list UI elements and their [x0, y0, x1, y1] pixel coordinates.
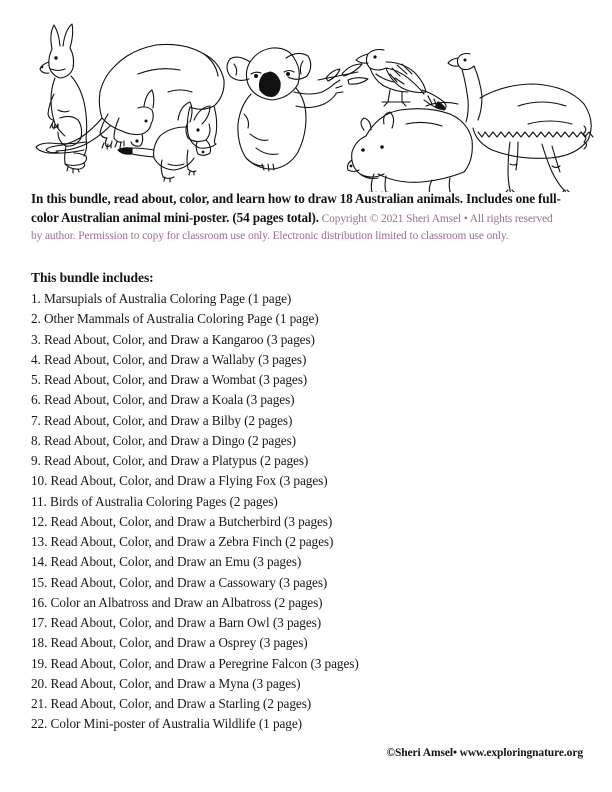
- list-item: 22. Color Mini-poster of Australia Wildlife (1 page): [31, 716, 302, 732]
- list-item: 5. Read About, Color, and Draw a Wombat (3 pages): [31, 372, 308, 387]
- list-item: 4. Read About, Color, and Draw a Wallaby (3 pages): [31, 351, 307, 367]
- bundle-includes-heading: This bundle includes:: [31, 270, 154, 285]
- emu-figure: [448, 54, 593, 193]
- bundle-items-list: [31, 289, 531, 735]
- list-item: 21. Read About, Color, and Draw a Starling (2 pages): [31, 696, 312, 711]
- list-item: 2. Other Mammals of Australia Coloring Page (1 page): [31, 311, 319, 327]
- list-item: 8. Read About, Color, and Draw a Dingo (2 pages): [31, 432, 296, 448]
- list-item: 3. Read About, Color, and Draw a Kangaroo (3 pages): [31, 331, 315, 347]
- wombat-figure: [348, 109, 473, 192]
- list-item: 9. Read About, Color, and Draw a Platypus (2 pages): [31, 453, 309, 468]
- list-item: 17. Read About, Color, and Draw a Barn Owl (3 pages): [31, 615, 322, 630]
- list-item: 13. Read About, Color, and Draw a Zebra Finch (2 pages): [31, 534, 334, 549]
- bilby-figure: [118, 102, 211, 182]
- list-item: 7. Read About, Color, and Draw a Bilby (2 pages): [31, 412, 293, 428]
- australian-animals-illustration: [18, 14, 596, 192]
- copyright-line-2: by author. Permission to copy for classroom use only. Electronic distribution limited to classroom use only.: [31, 230, 509, 242]
- list-item: 19. Read About, Color, and Draw a Peregrine Falcon (3 pages): [31, 655, 359, 671]
- list-item: 10. Read About, Color, and Draw a Flying Fox (3 pages): [31, 473, 328, 489]
- koala-figure: [227, 48, 368, 171]
- copyright-run-inline: Copyright © 2021 Sheri Amsel • All rights reserved: [318, 212, 553, 225]
- list-item: 6. Read About, Color, and Draw a Koala (3 pages): [31, 392, 295, 408]
- list-item: 12. Read About, Color, and Draw a Butcherbird (3 pages): [31, 513, 333, 529]
- list-item: 14. Read About, Color, and Draw an Emu (3 pages): [31, 554, 302, 570]
- butcherbird-figure: [356, 50, 446, 111]
- list-item: 1. Marsupials of Australia Coloring Page (1 page): [31, 291, 292, 306]
- list-item: 20. Read About, Color, and Draw a Myna (3 pages): [31, 675, 301, 691]
- list-item: 16. Color an Albatross and Draw an Albatross (2 pages): [31, 594, 323, 610]
- intro-line-1: In this bundle, read about, color, and learn how to draw 18 Australian animals. Includes one full-: [31, 191, 561, 206]
- intro-paragraph: [31, 190, 583, 245]
- footer-credit: ©Sheri Amsel• www.exploringnature.org: [386, 747, 583, 759]
- kangaroo-large-figure: [46, 44, 224, 152]
- list-item: 15. Read About, Color, and Draw a Cassowary (3 pages): [31, 574, 328, 590]
- list-item: 18. Read About, Color, and Draw a Osprey (3 pages): [31, 635, 308, 651]
- list-item: 11. Birds of Australia Coloring Pages (2 pages): [31, 493, 278, 509]
- intro-line-2: [31, 209, 583, 229]
- intro-line-2-bold: color Australian animal mini-poster. (54 pages total).: [31, 209, 319, 225]
